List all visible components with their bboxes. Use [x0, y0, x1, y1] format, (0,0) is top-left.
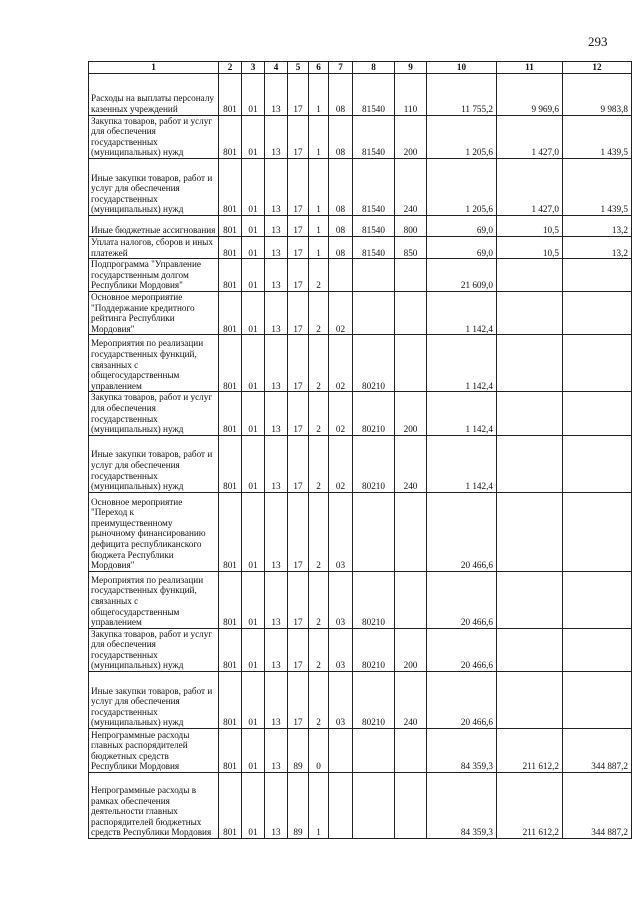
- row-name-cell: Непрограммные расходы главных распорядителей бюджетных средств Республики Мордовия: [89, 729, 219, 773]
- subsection-cell: 13: [265, 73, 288, 115]
- program-cell: 17: [288, 158, 309, 215]
- amount-col12-cell: 344 887,2: [563, 773, 632, 839]
- table-row: [89, 236, 632, 258]
- expense-type-cell: [395, 729, 427, 773]
- amount-col12-cell: 9 983,8: [563, 73, 632, 115]
- program-cell: 17: [288, 492, 309, 571]
- direction-cell: 80210: [353, 335, 395, 392]
- row-name-cell: Основное мероприятие "Переход к преимущественному рыночному финансированию дефицита республиканского бюджета Республики Мордовия": [89, 492, 219, 571]
- program-cell: 89: [288, 729, 309, 773]
- subsection-cell: 13: [265, 392, 288, 435]
- subprogram-cell: 0: [309, 729, 329, 773]
- amount-col11-cell: 211 612,2: [497, 773, 563, 839]
- ministry-code-cell: 801: [219, 236, 242, 258]
- event-cell: 03: [329, 672, 353, 729]
- section-cell: 01: [242, 236, 265, 258]
- expense-type-cell: [395, 571, 427, 628]
- amount-col12-cell: [563, 291, 632, 334]
- amount-col10-cell: 1 142,4: [427, 335, 497, 392]
- subprogram-cell: 1: [309, 773, 329, 839]
- direction-cell: 81540: [353, 215, 395, 236]
- subsection-cell: 13: [265, 672, 288, 729]
- subprogram-cell: 1: [309, 158, 329, 215]
- row-name-cell: Мероприятия по реализации государственных функций, связанных с общегосударственным управлением: [89, 571, 219, 628]
- row-name-cell: Подпрограмма "Управление государственным долгом Республики Мордовия": [89, 259, 219, 292]
- ministry-code-cell: 801: [219, 672, 242, 729]
- page-number: 293: [588, 34, 608, 49]
- subsection-cell: 13: [265, 259, 288, 292]
- expense-type-cell: 200: [395, 628, 427, 671]
- direction-cell: 81540: [353, 236, 395, 258]
- row-name-cell: Мероприятия по реализации государственных функций, связанных с общегосударственным управлением: [89, 335, 219, 392]
- amount-col11-cell: [497, 259, 563, 292]
- program-cell: 17: [288, 628, 309, 671]
- table-row: [89, 158, 632, 215]
- amount-col10-cell: 1 142,4: [427, 291, 497, 334]
- direction-cell: [353, 291, 395, 334]
- direction-cell: 80210: [353, 435, 395, 492]
- row-name-cell: Расходы на выплаты персоналу казенных учреждений: [89, 73, 219, 115]
- direction-cell: [353, 492, 395, 571]
- subsection-cell: 13: [265, 236, 288, 258]
- expense-type-cell: 200: [395, 392, 427, 435]
- amount-col10-cell: 69,0: [427, 236, 497, 258]
- section-cell: 01: [242, 392, 265, 435]
- subsection-cell: 13: [265, 335, 288, 392]
- row-name-cell: Иные закупки товаров, работ и услуг для обеспечения государственных (муниципальных) нужд: [89, 672, 219, 729]
- table-row: [89, 672, 632, 729]
- header-cell: 7: [329, 62, 353, 74]
- amount-col12-cell: [563, 571, 632, 628]
- ministry-code-cell: 801: [219, 773, 242, 839]
- program-cell: 17: [288, 435, 309, 492]
- expense-type-cell: [395, 335, 427, 392]
- header-cell: 5: [288, 62, 309, 74]
- table-row: [89, 492, 632, 571]
- direction-cell: 81540: [353, 158, 395, 215]
- table-row: [89, 435, 632, 492]
- ministry-code-cell: 801: [219, 115, 242, 158]
- event-cell: 03: [329, 492, 353, 571]
- subsection-cell: 13: [265, 215, 288, 236]
- program-cell: 17: [288, 236, 309, 258]
- table-row: [89, 392, 632, 435]
- amount-col10-cell: 1 142,4: [427, 392, 497, 435]
- amount-col10-cell: 1 205,6: [427, 158, 497, 215]
- header-cell: 6: [309, 62, 329, 74]
- direction-cell: [353, 259, 395, 292]
- program-cell: 17: [288, 259, 309, 292]
- subsection-cell: 13: [265, 729, 288, 773]
- row-name-cell: Основное мероприятие "Поддержание кредитного рейтинга Республики Мордовия": [89, 291, 219, 334]
- event-cell: 02: [329, 435, 353, 492]
- direction-cell: [353, 729, 395, 773]
- subsection-cell: 13: [265, 773, 288, 839]
- event-cell: 08: [329, 236, 353, 258]
- section-cell: 01: [242, 158, 265, 215]
- amount-col10-cell: 20 466,6: [427, 628, 497, 671]
- table-row: [89, 729, 632, 773]
- event-cell: 08: [329, 158, 353, 215]
- subsection-cell: 13: [265, 291, 288, 334]
- amount-col12-cell: 13,2: [563, 215, 632, 236]
- section-cell: 01: [242, 215, 265, 236]
- amount-col12-cell: [563, 392, 632, 435]
- subprogram-cell: 2: [309, 335, 329, 392]
- direction-cell: [353, 773, 395, 839]
- program-cell: 17: [288, 571, 309, 628]
- event-cell: 02: [329, 291, 353, 334]
- row-name-cell: Иные закупки товаров, работ и услуг для обеспечения государственных (муниципальных) нужд: [89, 435, 219, 492]
- ministry-code-cell: 801: [219, 492, 242, 571]
- program-cell: 89: [288, 773, 309, 839]
- amount-col12-cell: [563, 672, 632, 729]
- row-name-cell: Непрограммные расходы в рамках обеспечения деятельности главных распорядителей бюджетных средств Республики Мордовия: [89, 773, 219, 839]
- expense-type-cell: [395, 773, 427, 839]
- header-cell: 1: [89, 62, 219, 74]
- amount-col11-cell: [497, 571, 563, 628]
- subprogram-cell: 2: [309, 435, 329, 492]
- subprogram-cell: 1: [309, 73, 329, 115]
- subprogram-cell: 2: [309, 571, 329, 628]
- event-cell: [329, 259, 353, 292]
- header-cell: 12: [563, 62, 632, 74]
- amount-col10-cell: 20 466,6: [427, 492, 497, 571]
- subprogram-cell: 1: [309, 115, 329, 158]
- amount-col12-cell: 13,2: [563, 236, 632, 258]
- subsection-cell: 13: [265, 628, 288, 671]
- ministry-code-cell: 801: [219, 259, 242, 292]
- expense-type-cell: 240: [395, 158, 427, 215]
- expense-type-cell: 850: [395, 236, 427, 258]
- amount-col11-cell: [497, 492, 563, 571]
- table-row: [89, 628, 632, 671]
- amount-col11-cell: [497, 392, 563, 435]
- program-cell: 17: [288, 672, 309, 729]
- expense-type-cell: 200: [395, 115, 427, 158]
- section-cell: 01: [242, 729, 265, 773]
- subprogram-cell: 2: [309, 492, 329, 571]
- ministry-code-cell: 801: [219, 571, 242, 628]
- amount-col12-cell: 1 439,5: [563, 115, 632, 158]
- amount-col11-cell: [497, 435, 563, 492]
- amount-col12-cell: [563, 435, 632, 492]
- ministry-code-cell: 801: [219, 392, 242, 435]
- event-cell: [329, 729, 353, 773]
- amount-col11-cell: [497, 628, 563, 671]
- ministry-code-cell: 801: [219, 729, 242, 773]
- event-cell: [329, 773, 353, 839]
- section-cell: 01: [242, 335, 265, 392]
- subprogram-cell: 2: [309, 291, 329, 334]
- subsection-cell: 13: [265, 435, 288, 492]
- event-cell: 08: [329, 115, 353, 158]
- event-cell: 03: [329, 628, 353, 671]
- program-cell: 17: [288, 291, 309, 334]
- section-cell: 01: [242, 73, 265, 115]
- row-name-cell: Закупка товаров, работ и услуг для обеспечения государственных (муниципальных) нужд: [89, 628, 219, 671]
- table-row: [89, 335, 632, 392]
- subprogram-cell: 1: [309, 236, 329, 258]
- expense-type-cell: 800: [395, 215, 427, 236]
- amount-col11-cell: [497, 335, 563, 392]
- header-cell: 9: [395, 62, 427, 74]
- amount-col10-cell: 1 142,4: [427, 435, 497, 492]
- section-cell: 01: [242, 259, 265, 292]
- row-name-cell: Закупка товаров, работ и услуг для обеспечения государственных (муниципальных) нужд: [89, 115, 219, 158]
- amount-col11-cell: 10,5: [497, 215, 563, 236]
- amount-col11-cell: 10,5: [497, 236, 563, 258]
- subprogram-cell: 2: [309, 628, 329, 671]
- amount-col11-cell: 211 612,2: [497, 729, 563, 773]
- subprogram-cell: 2: [309, 392, 329, 435]
- subsection-cell: 13: [265, 115, 288, 158]
- row-name-cell: Уплата налогов, сборов и иных платежей: [89, 236, 219, 258]
- direction-cell: 80210: [353, 672, 395, 729]
- event-cell: 08: [329, 73, 353, 115]
- program-cell: 17: [288, 115, 309, 158]
- subsection-cell: 13: [265, 492, 288, 571]
- section-cell: 01: [242, 115, 265, 158]
- amount-col10-cell: 84 359,3: [427, 729, 497, 773]
- direction-cell: 81540: [353, 73, 395, 115]
- amount-col11-cell: [497, 672, 563, 729]
- event-cell: 02: [329, 335, 353, 392]
- table-row: [89, 73, 632, 115]
- program-cell: 17: [288, 215, 309, 236]
- amount-col12-cell: 1 439,5: [563, 158, 632, 215]
- amount-col10-cell: 20 466,6: [427, 571, 497, 628]
- event-cell: 03: [329, 571, 353, 628]
- amount-col10-cell: 20 466,6: [427, 672, 497, 729]
- direction-cell: 80210: [353, 628, 395, 671]
- amount-col11-cell: 1 427,0: [497, 158, 563, 215]
- expense-type-cell: [395, 492, 427, 571]
- section-cell: 01: [242, 628, 265, 671]
- section-cell: 01: [242, 672, 265, 729]
- subprogram-cell: 1: [309, 215, 329, 236]
- amount-col10-cell: 1 205,6: [427, 115, 497, 158]
- section-cell: 01: [242, 435, 265, 492]
- header-cell: 8: [353, 62, 395, 74]
- table-row: [89, 259, 632, 292]
- table-row: [89, 773, 632, 839]
- ministry-code-cell: 801: [219, 291, 242, 334]
- row-name-cell: Иные закупки товаров, работ и услуг для обеспечения государственных (муниципальных) нужд: [89, 158, 219, 215]
- row-name-cell: Иные бюджетные ассигнования: [89, 215, 219, 236]
- amount-col10-cell: 21 609,0: [427, 259, 497, 292]
- program-cell: 17: [288, 73, 309, 115]
- ministry-code-cell: 801: [219, 628, 242, 671]
- amount-col10-cell: 69,0: [427, 215, 497, 236]
- ministry-code-cell: 801: [219, 215, 242, 236]
- amount-col12-cell: [563, 259, 632, 292]
- row-name-cell: Закупка товаров, работ и услуг для обеспечения государственных (муниципальных) нужд: [89, 392, 219, 435]
- subsection-cell: 13: [265, 571, 288, 628]
- expense-type-cell: [395, 291, 427, 334]
- amount-col11-cell: 1 427,0: [497, 115, 563, 158]
- header-cell: 2: [219, 62, 242, 74]
- expense-type-cell: [395, 259, 427, 292]
- expense-type-cell: 240: [395, 672, 427, 729]
- section-cell: 01: [242, 571, 265, 628]
- table-row: [89, 215, 632, 236]
- event-cell: 02: [329, 392, 353, 435]
- header-cell: 4: [265, 62, 288, 74]
- amount-col10-cell: 84 359,3: [427, 773, 497, 839]
- expense-type-cell: 110: [395, 73, 427, 115]
- direction-cell: 80210: [353, 571, 395, 628]
- amount-col11-cell: [497, 291, 563, 334]
- section-cell: 01: [242, 492, 265, 571]
- header-cell: 3: [242, 62, 265, 74]
- header-cell: 11: [497, 62, 563, 74]
- subprogram-cell: 2: [309, 259, 329, 292]
- event-cell: 08: [329, 215, 353, 236]
- program-cell: 17: [288, 335, 309, 392]
- section-cell: 01: [242, 291, 265, 334]
- amount-col12-cell: [563, 628, 632, 671]
- header-cell: 10: [427, 62, 497, 74]
- ministry-code-cell: 801: [219, 73, 242, 115]
- table-header-row: [89, 62, 632, 74]
- subsection-cell: 13: [265, 158, 288, 215]
- direction-cell: 80210: [353, 392, 395, 435]
- expense-type-cell: 240: [395, 435, 427, 492]
- direction-cell: 81540: [353, 115, 395, 158]
- amount-col12-cell: [563, 492, 632, 571]
- table-row: [89, 571, 632, 628]
- table-row: [89, 115, 632, 158]
- amount-col11-cell: 9 969,6: [497, 73, 563, 115]
- program-cell: 17: [288, 392, 309, 435]
- section-cell: 01: [242, 773, 265, 839]
- amount-col12-cell: 344 887,2: [563, 729, 632, 773]
- amount-col12-cell: [563, 335, 632, 392]
- budget-table: [88, 61, 632, 839]
- table-row: [89, 291, 632, 334]
- subprogram-cell: 2: [309, 672, 329, 729]
- amount-col10-cell: 11 755,2: [427, 73, 497, 115]
- ministry-code-cell: 801: [219, 335, 242, 392]
- ministry-code-cell: 801: [219, 435, 242, 492]
- ministry-code-cell: 801: [219, 158, 242, 215]
